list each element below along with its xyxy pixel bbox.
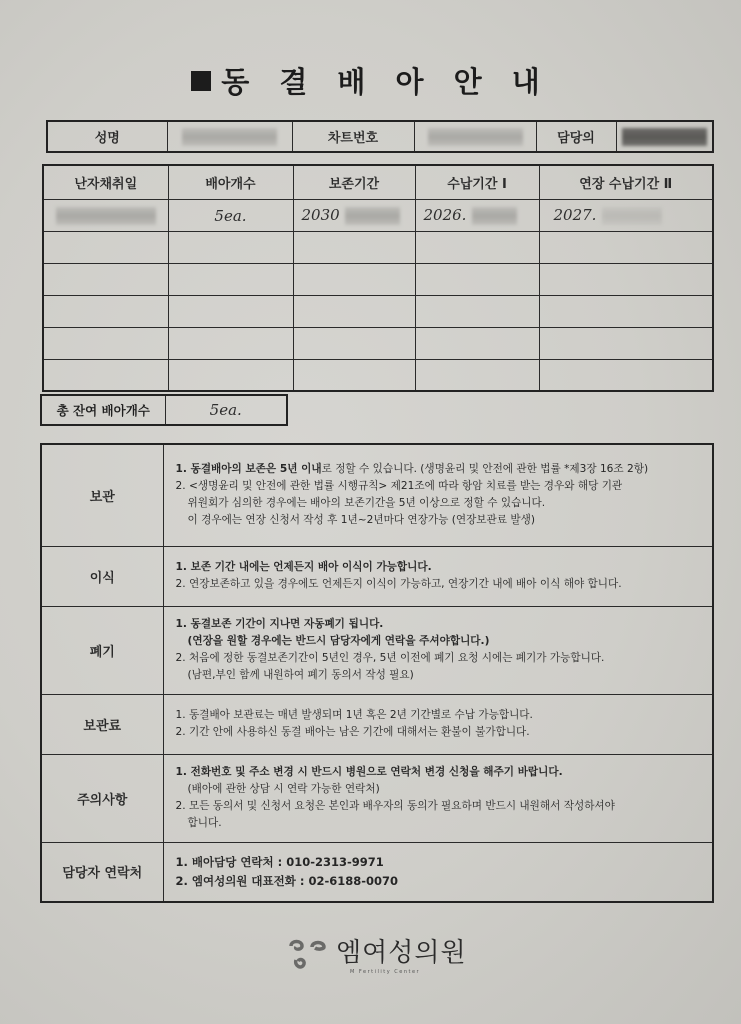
notice-content-storage (163, 444, 713, 546)
embryo-contact-phone: 1. 배아담당 연락처 : 010-2313-9971 (175, 854, 384, 869)
bold-text: 1. 동결배아의 보존은 5년 이내 (175, 463, 322, 476)
total-value-cell (165, 395, 287, 425)
embryo-record-table (42, 164, 714, 392)
notice-line: (배아에 관한 상담 시 연락 가능한 연락처) (187, 783, 380, 795)
doctor-label: 담당의 (536, 121, 616, 152)
notice-line: 합니다. (187, 817, 222, 829)
notice-label-caution: 주의사항 (41, 754, 163, 842)
payment-1-cell (415, 199, 539, 231)
notice-content-disposal (163, 606, 713, 694)
notice-line: (연장을 원할 경우에는 반드시 담당자에게 연락을 주셔야합니다.) (187, 635, 490, 647)
header-payment-period-1: 수납기간 Ⅰ (415, 165, 539, 199)
redacted-name (182, 128, 277, 146)
table-header-row (43, 165, 713, 199)
notice-line: 2. 모든 동의서 및 신청서 요청은 본인과 배우자의 동의가 필요하며 반드시 내원해서 작성하셔야 (175, 800, 615, 812)
notice-label-storage: 보관 (41, 444, 163, 546)
payment-2-cell (539, 199, 713, 231)
clinic-name: 엠여성의원 (336, 938, 467, 968)
notice-line: 1. 전화번호 및 주소 변경 시 반드시 병원으로 연락처 변경 신청을 해주기 바랍니다. (175, 766, 563, 778)
embryo-count-value: 5ea. (214, 206, 247, 225)
table-row-empty (43, 231, 713, 263)
notice-line: 2. 기간 안에 사용하신 동결 배아는 남은 기간에 대해서는 환불이 불가합니다. (175, 726, 530, 738)
redacted-chart-number (428, 128, 523, 146)
notice-line: 1. 동결배아 보관료는 매년 발생되며 1년 혹은 2년 기간별로 수납 가능합니다. (175, 709, 533, 721)
redacted-date (56, 207, 156, 225)
notice-table (40, 443, 714, 903)
notice-line: 1. 보존 기간 내에는 언제든지 배아 이식이 가능합니다. (175, 561, 432, 573)
notice-label-transfer: 이식 (41, 546, 163, 606)
square-bullet-icon (191, 71, 211, 91)
notice-label-contact: 담당자 연락처 (41, 842, 163, 902)
total-label: 총 잔여 배아개수 (41, 395, 165, 425)
patient-info-table (46, 120, 714, 153)
notice-line: 이 경우에는 연장 신청서 작성 후 1년~2년마다 연장가능 (연장보관료 발생) (187, 514, 535, 527)
notice-row-storage (41, 444, 713, 546)
payment-2-value: 2027. (553, 206, 597, 225)
total-embryo-table (40, 394, 288, 426)
retrieval-date-cell (43, 199, 168, 231)
notice-label-fee: 보관료 (41, 694, 163, 754)
storage-period-value: 2030 (301, 206, 340, 225)
header-payment-period-2: 연장 수납기간 Ⅱ (539, 165, 713, 199)
redacted-payment-2 (602, 207, 662, 225)
notice-row-contact (41, 842, 713, 902)
chart-number-label: 차트번호 (292, 121, 414, 152)
line-text: 로 정할 수 있습니다. (생명윤리 및 안전에 관한 법률 *제3장 16조 2항) (321, 463, 649, 476)
total-value: 5ea. (209, 401, 242, 419)
notice-row-fee (41, 694, 713, 754)
notice-line: 2. 처음에 정한 동결보존기간이 5년인 경우, 5년 이전에 폐기 요청 시에는 폐기가 가능합니다. (175, 652, 605, 664)
name-value (167, 121, 292, 152)
table-row-empty (43, 263, 713, 295)
document-title (0, 60, 741, 101)
name-label: 성명 (47, 121, 167, 152)
clinic-main-phone: 2. 엠여성의원 대표전화 : 02-6188-0070 (175, 873, 399, 888)
table-row-empty (43, 327, 713, 359)
header-storage-period: 보존기간 (293, 165, 415, 199)
notice-line: 2. <생명윤리 및 안전에 관한 법률 시행규칙> 제21조에 따라 항암 치료를 받는 경우와 해당 기관 (175, 480, 623, 493)
chart-number-value (414, 121, 536, 152)
notice-line: 1. 동결보존 기간이 지나면 자동폐기 됩니다. (175, 618, 384, 630)
notice-row-transfer (41, 546, 713, 606)
notice-row-disposal (41, 606, 713, 694)
clinic-logo (288, 932, 468, 982)
notice-row-caution (41, 754, 713, 842)
notice-line: (남편,부인 함께 내원하여 폐기 동의서 작성 필요) (187, 669, 414, 681)
notice-content-caution (163, 754, 713, 842)
notice-line: 2. 연장보존하고 있을 경우에도 언제든지 이식이 가능하고, 연장기간 내에 배아 이식 해야 합니다. (175, 578, 622, 590)
storage-period-cell (293, 199, 415, 231)
clinic-subtitle: M Fertility Center (350, 969, 421, 975)
notice-line (176, 461, 703, 478)
table-row-empty (43, 359, 713, 391)
notice-content-transfer (163, 546, 713, 606)
title-text: 동 결 배 아 안 내 (221, 65, 550, 99)
notice-line: 위원회가 심의한 경우에는 배아의 보존기간을 5년 이상으로 정할 수 있습니다. (187, 497, 546, 510)
embryo-count-cell (168, 199, 293, 231)
notice-content-contact (163, 842, 713, 902)
notice-label-disposal: 폐기 (41, 606, 163, 694)
notice-content-fee (163, 694, 713, 754)
table-row-empty (43, 295, 713, 327)
header-embryo-count: 배아개수 (168, 165, 293, 199)
redacted-payment-1 (472, 207, 517, 225)
clinic-logo-icon (288, 938, 328, 972)
redacted-doctor (622, 128, 707, 146)
doctor-value (616, 121, 713, 152)
table-row (43, 199, 713, 231)
payment-1-value: 2026. (423, 206, 467, 225)
header-retrieval-date: 난자채취일 (43, 165, 168, 199)
redacted-storage (345, 207, 400, 225)
